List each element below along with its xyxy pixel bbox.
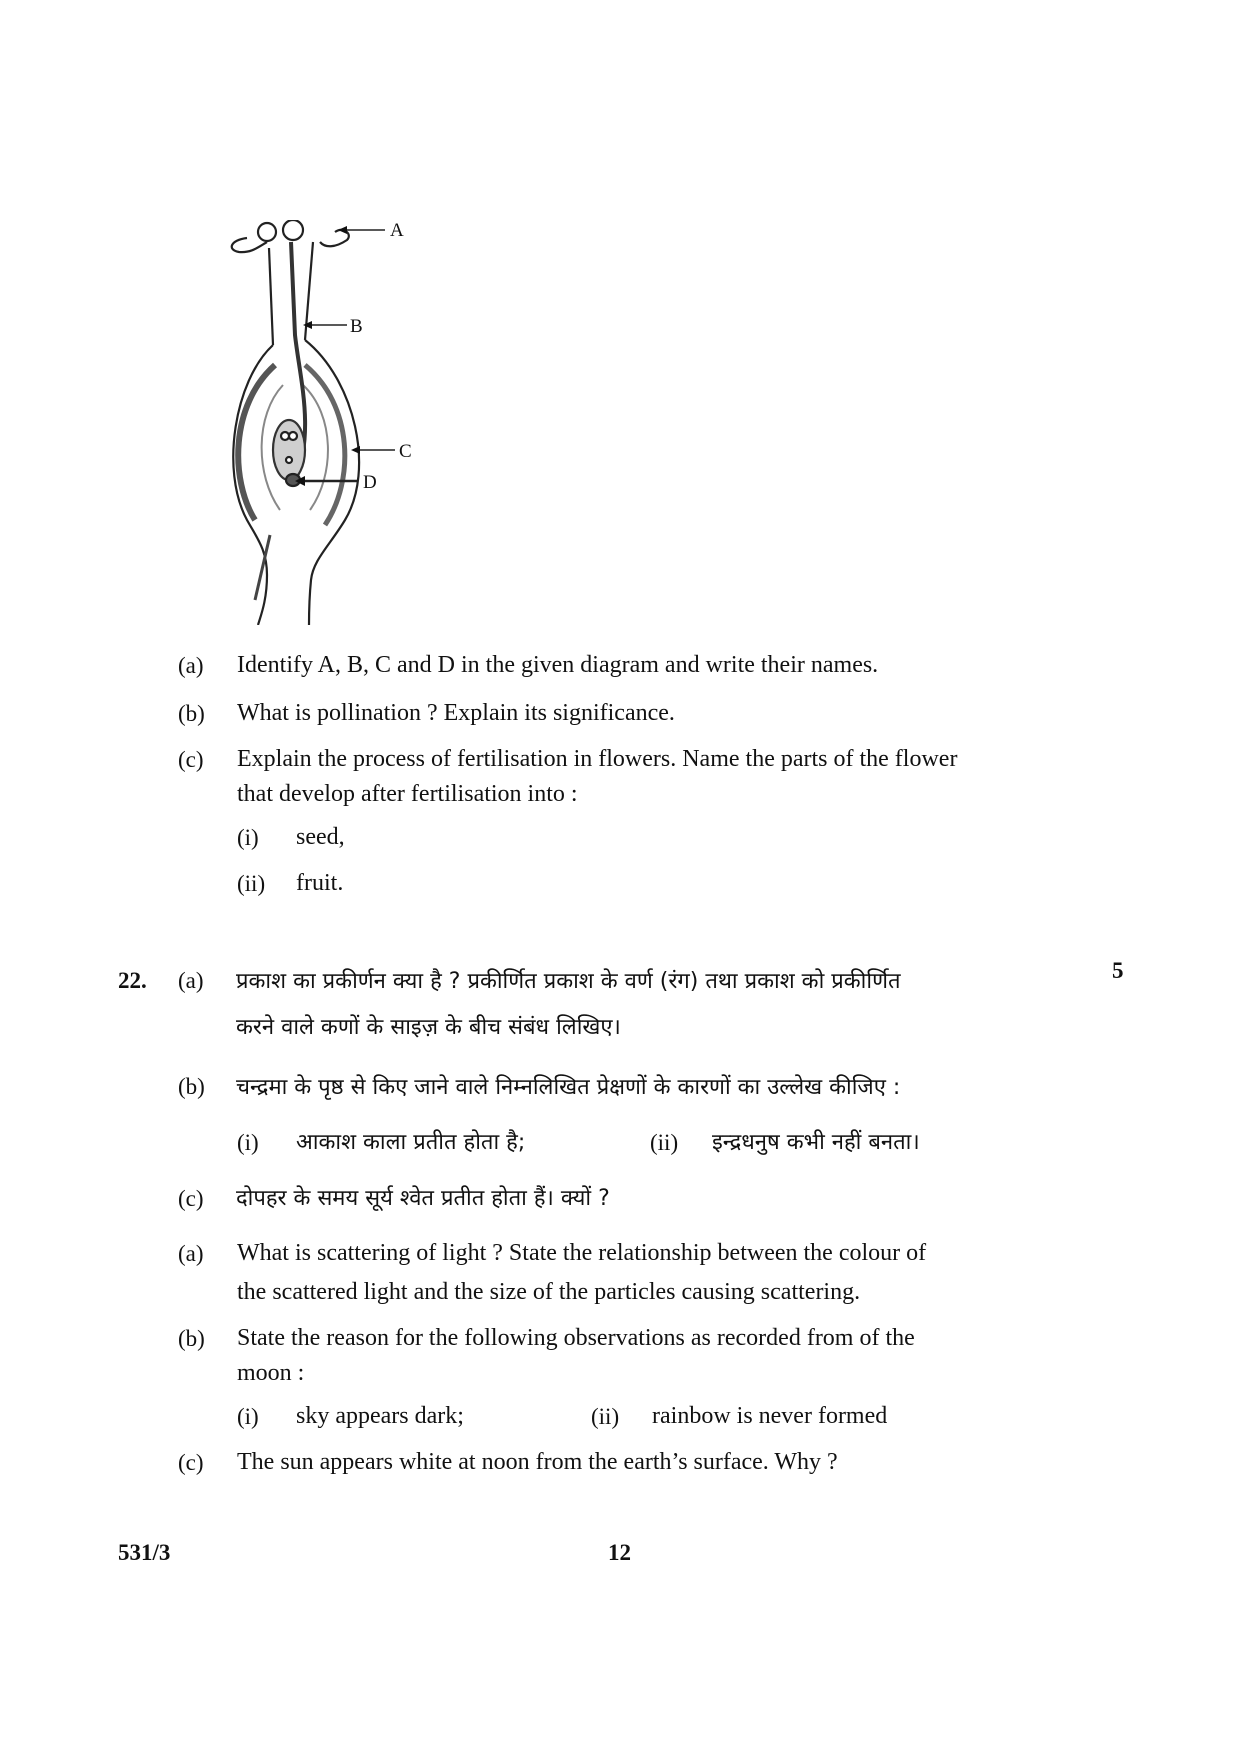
ovary-right-wall (305, 340, 359, 625)
q22-en-c-text: The sun appears white at noon from the earth’s surface. Why ? (237, 1449, 838, 1475)
pollen-grain-1 (258, 223, 276, 241)
q22-hi-a-line2: करने वाले कणों के साइज़ के बीच संबंध लिखिए। (236, 1015, 621, 1040)
q22-hi-b-tag: (b) (178, 1074, 205, 1099)
q21-a-text: Identify A, B, C and D in the given diagram and write their names. (237, 652, 879, 678)
pollen-grain-2 (283, 220, 303, 240)
diagram-label-c: C (399, 441, 412, 462)
q22-en-b-i-tag: (i) (237, 1404, 259, 1429)
footer-paper-code: 531/3 (118, 1540, 171, 1565)
q22-hi-b-text: चन्द्रमा के पृष्ठ से किए जाने वाले निम्नलिखित प्रेक्षणों के कारणों का उल्लेख कीजिए : (236, 1075, 901, 1100)
q22-en-a-line1: What is scattering of light ? State the relationship between the colour of (237, 1240, 927, 1266)
q22-en-b-i-text: sky appears dark; (296, 1403, 464, 1429)
q22-hi-c-tag: (c) (178, 1186, 204, 1211)
style-left-wall (269, 248, 273, 345)
q21-c-i-text: seed, (296, 824, 345, 850)
q22-hi-a-line1: प्रकाश का प्रकीर्णन क्या है ? प्रकीर्णित प्रकाश के वर्ण (रंग) तथा प्रकाश को प्रकीर्णित (236, 969, 901, 994)
q21-c-ii-tag: (ii) (237, 871, 266, 896)
q22-number: 22. (118, 968, 147, 993)
q21-c-ii-text: fruit. (296, 870, 344, 896)
q22-en-c-tag: (c) (178, 1450, 204, 1475)
q22-hi-b-i-tag: (i) (237, 1130, 259, 1155)
q21-b-tag: (b) (178, 701, 205, 726)
q21-c-line1: Explain the process of fertilisation in flowers. Name the parts of the flower (237, 746, 958, 772)
q22-en-b-line2: moon : (237, 1360, 305, 1386)
q22-hi-b-i-text: आकाश काला प्रतीत होता है; (296, 1130, 526, 1155)
q22-en-a-line2: the scattered light and the size of the particles causing scattering. (237, 1279, 861, 1305)
q22-hi-a-tag: (a) (178, 968, 204, 993)
q22-en-a-tag: (a) (178, 1241, 204, 1266)
diagram-label-a: A (390, 220, 404, 241)
diagram-label-b: B (350, 316, 363, 337)
diagram-label-d: D (363, 472, 377, 493)
q22-hi-c-text: दोपहर के समय सूर्य श्वेत प्रतीत होता हैं। क्यों ? (236, 1186, 610, 1211)
q22-en-b-ii-text: rainbow is never formed (652, 1403, 888, 1429)
q22-en-b-ii-tag: (ii) (591, 1404, 620, 1429)
q22-marks: 5 (1112, 958, 1124, 983)
q22-en-b-tag: (b) (178, 1326, 205, 1351)
q22-hi-b-ii-text: इन्द्रधनुष कभी नहीं बनता। (712, 1130, 920, 1155)
q21-c-line2: that develop after fertilisation into : (237, 781, 578, 807)
pistil-diagram (225, 220, 490, 625)
q21-c-i-tag: (i) (237, 825, 259, 850)
q21-b-text: What is pollination ? Explain its significance. (237, 700, 675, 726)
q22-hi-b-ii-tag: (ii) (650, 1130, 679, 1155)
q22-en-b-line1: State the reason for the following observations as recorded from of the (237, 1325, 915, 1351)
q21-c-tag: (c) (178, 747, 204, 772)
q21-a-tag: (a) (178, 653, 204, 678)
footer-page-number: 12 (608, 1540, 631, 1565)
